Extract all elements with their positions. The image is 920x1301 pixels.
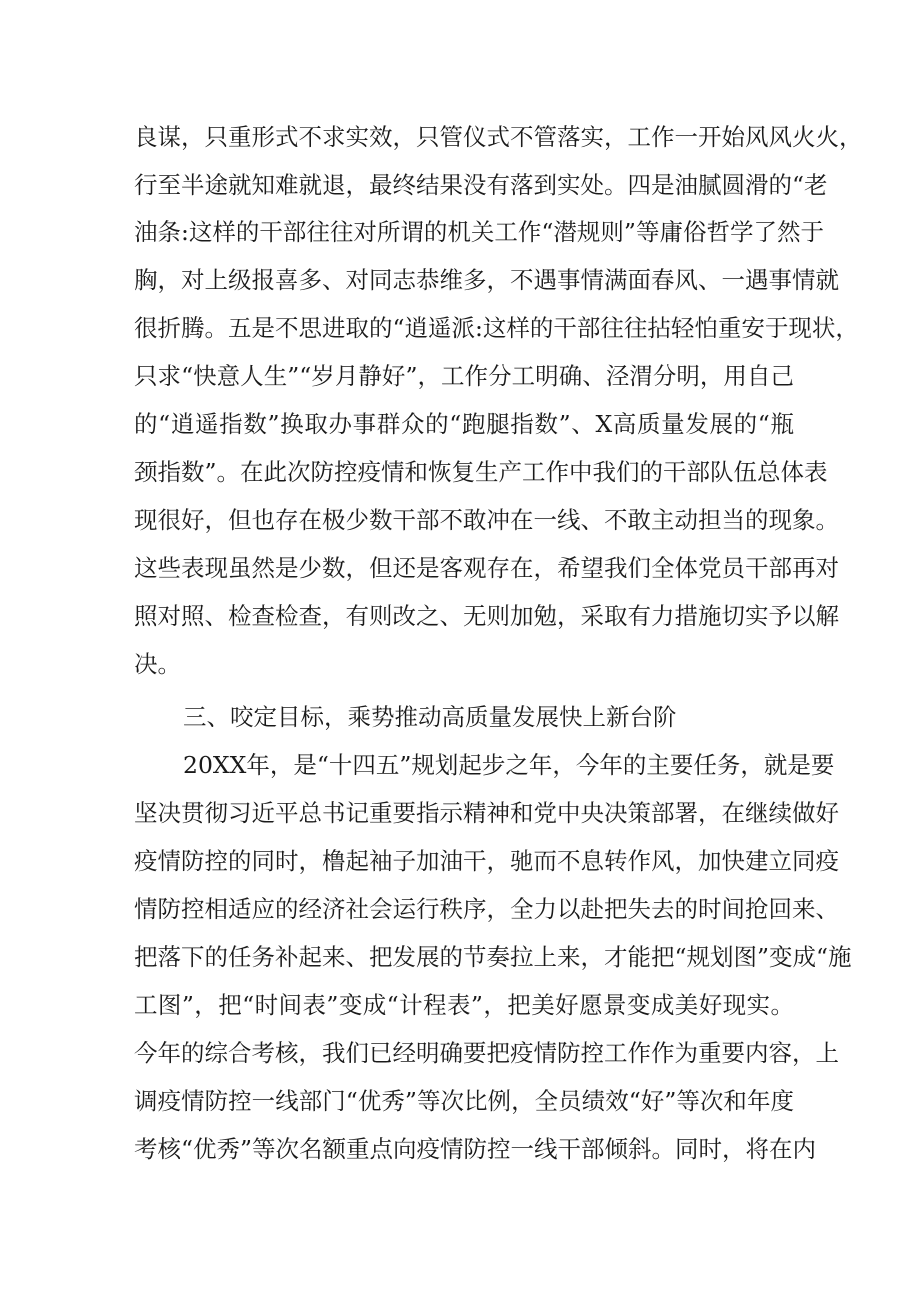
section-heading: 三、咬定目标，乘势推动高质量发展快上新台阶 bbox=[183, 703, 677, 731]
paragraph-line: 20XX年，是“十四五”规划起步之年，今年的主要任务，就是要 bbox=[183, 751, 835, 779]
paragraph-line: 胸，对上级报喜多、对同志恭维多，不遇事情满面春风、一遇事情就 bbox=[134, 266, 839, 294]
paragraph-line: 坚决贯彻习近平总书记重要指示精神和党中央决策部署，在继续做好 bbox=[134, 799, 839, 827]
paragraph-line: 把落下的任务补起来、把发展的节奏拉上来，才能把“规划图”变成“施 bbox=[134, 943, 852, 971]
paragraph-line: 调疫情防控一线部门“优秀”等次比例，全员绩效“好”等次和年度 bbox=[134, 1087, 794, 1115]
paragraph-line: 工图”，把“时间表”变成“计程表”，把美好愿景变成美好现实。 bbox=[134, 991, 794, 1019]
paragraph-line: 颈指数”。在此次防控疫情和恢复生产工作中我们的干部队伍总体表 bbox=[134, 458, 828, 486]
paragraph-line: 今年的综合考核，我们已经明确要把疫情防控工作作为重要内容，上 bbox=[134, 1039, 839, 1067]
paragraph-line: 决。 bbox=[134, 650, 181, 678]
paragraph-line: 的“逍遥指数”换取办事群众的“跑腿指数”、X高质量发展的“瓶 bbox=[134, 410, 794, 438]
paragraph-line: 这些表现虽然是少数，但还是客观存在，希望我们全体党员干部再对 bbox=[134, 554, 839, 582]
paragraph-line: 现很好，但也存在极少数干部不敢冲在一线、不敢主动担当的现象。 bbox=[134, 506, 839, 534]
paragraph-line: 行至半途就知难就退，最终结果没有落到实处。四是油腻圆滑的“老 bbox=[134, 171, 828, 199]
paragraph-line: 油条:这样的干部往往对所谓的机关工作“潜规则”等庸俗哲学了然于 bbox=[134, 218, 824, 246]
paragraph-line: 考核“优秀”等次名额重点向疫情防控一线干部倾斜。同时，将在内 bbox=[134, 1135, 817, 1163]
paragraph-line: 良谋，只重形式不求实效，只管仪式不管落实，工作一开始风风火火， bbox=[134, 123, 863, 151]
paragraph-line: 情防控相适应的经济社会运行秩序，全力以赴把失去的时间抢回来、 bbox=[134, 895, 839, 923]
paragraph-line: 只求“快意人生”“岁月静好”，工作分工明确、泾渭分明，用自己 bbox=[134, 362, 794, 390]
paragraph-line: 照对照、检查检查，有则改之、无则加勉，采取有力措施切实予以解 bbox=[134, 602, 839, 630]
paragraph-line: 很折腾。五是不思进取的“逍遥派:这样的干部往往拈轻怕重安于现状， bbox=[134, 314, 859, 342]
paragraph-line: 疫情防控的同时，橹起袖子加油干，驰而不息转作风，加快建立同疫 bbox=[134, 847, 839, 875]
